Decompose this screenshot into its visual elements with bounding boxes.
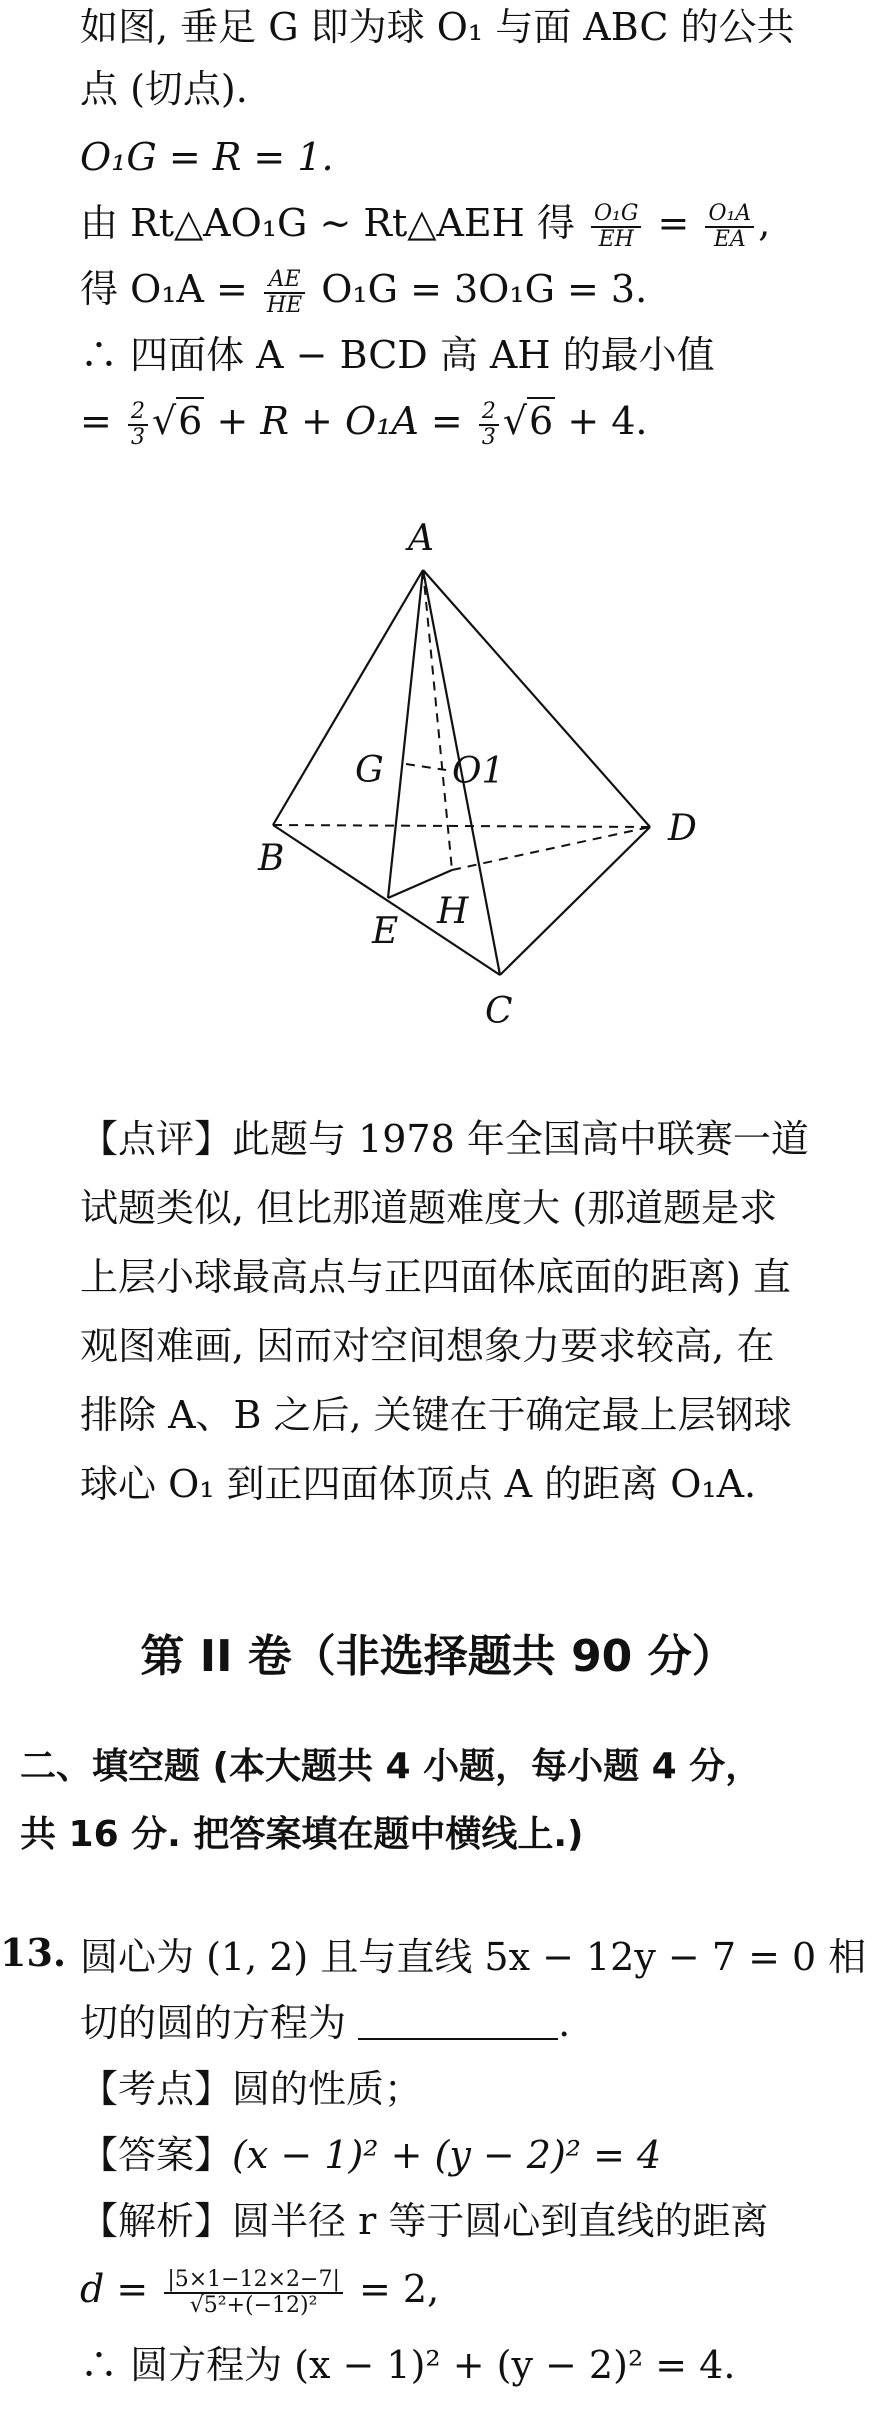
ratio-ae-he bbox=[264, 268, 305, 318]
o1a-result: O₁G = 3O₁G = 3. bbox=[321, 267, 648, 311]
frac-den: 3 bbox=[481, 424, 496, 450]
q13-conclusion: ∴ 圆方程为 (x − 1)² + (y − 2)² = 4. bbox=[80, 2343, 736, 2387]
q13-distance-line bbox=[80, 2262, 856, 2322]
two-thirds-2 bbox=[479, 400, 499, 450]
q13-analysis: 【解析】圆半径 r 等于圆心到直线的距离 bbox=[80, 2199, 769, 2243]
frac-num: O₁A bbox=[705, 202, 754, 228]
two-thirds bbox=[128, 400, 148, 450]
proof-line-7: = $\frac{2}{3}$ √6 + R + O₁A = $\frac{2}{3}$ √6 + 4. bbox=[80, 398, 648, 450]
label-a: A bbox=[408, 518, 434, 559]
review-line-4: 观图难画, 因而对空间想象力要求较高, 在 bbox=[80, 1324, 775, 1368]
equals-sign: = bbox=[80, 399, 112, 443]
segment-go1 bbox=[406, 764, 446, 770]
frac-den: HE bbox=[266, 292, 303, 318]
edge-bd-hidden bbox=[273, 825, 650, 827]
label-h: H bbox=[437, 891, 469, 932]
q13-stem-line-1: 圆心为 (1, 2) 且与直线 5x − 12y − 7 = 0 相 bbox=[80, 1935, 867, 1979]
distance-num: |5×1−12×2−7| bbox=[164, 2268, 343, 2294]
segment-hd bbox=[452, 827, 650, 870]
proof-line-1: 如图, 垂足 G 即为球 O₁ 与面 ABC 的公共 bbox=[80, 5, 795, 49]
q13-answer-line bbox=[80, 2128, 856, 2188]
proof-line-5 bbox=[80, 262, 856, 322]
fill-in-title-line-1: 二、填空题 (本大题共 4 小题，每小题 4 分， bbox=[20, 1746, 762, 1787]
ratio-o1a-ea bbox=[705, 202, 754, 252]
o1a-equals: 得 O₁A = bbox=[80, 267, 248, 311]
q13-kaodian: 【考点】圆的性质； bbox=[80, 2067, 423, 2111]
plus-four: + 4. bbox=[567, 399, 648, 443]
frac-den: EH bbox=[598, 226, 634, 252]
frac-num: AE bbox=[264, 268, 305, 294]
distance-den: √5²+(−12)² bbox=[189, 2292, 318, 2318]
frac-num: 2 bbox=[479, 400, 499, 426]
ratio-o1g-eh bbox=[591, 202, 641, 252]
review-line-3: 上层小球最高点与正四面体底面的距离) 直 bbox=[80, 1255, 791, 1299]
d-lhs: d = bbox=[80, 2267, 149, 2311]
distance-fraction bbox=[164, 2268, 343, 2318]
q13-stem-line-2 bbox=[80, 1996, 856, 2056]
proof-line-2: 点 (切点). bbox=[80, 67, 248, 111]
section-title: 第 II 卷（非选择题共 90 分） bbox=[140, 1631, 736, 1682]
sqrt-6: 6 bbox=[178, 399, 203, 443]
plus-r-o1a: + R + O₁A = bbox=[216, 399, 463, 443]
answer-equation: (x − 1)² + (y − 2)² = 4 bbox=[232, 2133, 662, 2177]
answer-blank bbox=[358, 2004, 558, 2040]
label-g: G bbox=[355, 750, 384, 791]
label-d: D bbox=[668, 808, 697, 849]
proof-line-3: O₁G = R = 1. bbox=[80, 135, 334, 179]
edge-cd bbox=[500, 827, 650, 975]
proof-line-4: 由 Rt△AO₁G ∼ Rt△AEH 得 $\frac{\text{O₁G}}{EH}$ = $\frac{\text{O₁A}}{EA}$ , bbox=[80, 200, 771, 252]
similar-triangles-text: 由 Rt△AO₁G ∼ Rt△AEH 得 bbox=[80, 201, 575, 245]
answer-label: 【答案】 bbox=[80, 2133, 233, 2177]
q13-stem-text: 切的圆的方程为 bbox=[80, 2001, 347, 2045]
label-c: C bbox=[485, 991, 513, 1032]
frac-num: 2 bbox=[128, 400, 148, 426]
question-number: 13. bbox=[0, 1930, 67, 1975]
frac-den: EA bbox=[713, 226, 746, 252]
tetrahedron-figure bbox=[0, 500, 876, 1060]
review-line-6: 球心 O₁ 到正四面体顶点 A 的距离 O₁A. bbox=[80, 1462, 757, 1506]
q13-period: . bbox=[558, 2001, 571, 2045]
d-rhs: = 2, bbox=[358, 2267, 440, 2311]
label-e: E bbox=[372, 911, 399, 952]
review-line-5: 排除 A、B 之后, 关键在于确定最上层钢球 bbox=[80, 1393, 792, 1437]
frac-num: O₁G bbox=[591, 202, 641, 228]
review-line-2: 试题类似, 但比那道题难度大 (那道题是求 bbox=[80, 1186, 778, 1230]
proof-line-6: ∴ 四面体 A − BCD 高 AH 的最小值 bbox=[80, 333, 715, 377]
label-o1: O1 bbox=[452, 751, 505, 792]
sqrt-6-2: 6 bbox=[529, 399, 554, 443]
frac-den: 3 bbox=[130, 424, 145, 450]
label-b: B bbox=[258, 838, 285, 879]
review-line-1: 【点评】此题与 1978 年全国高中联赛一道 bbox=[80, 1117, 809, 1161]
fill-in-title-line-2: 共 16 分. 把答案填在题中横线上.) bbox=[20, 1814, 584, 1855]
